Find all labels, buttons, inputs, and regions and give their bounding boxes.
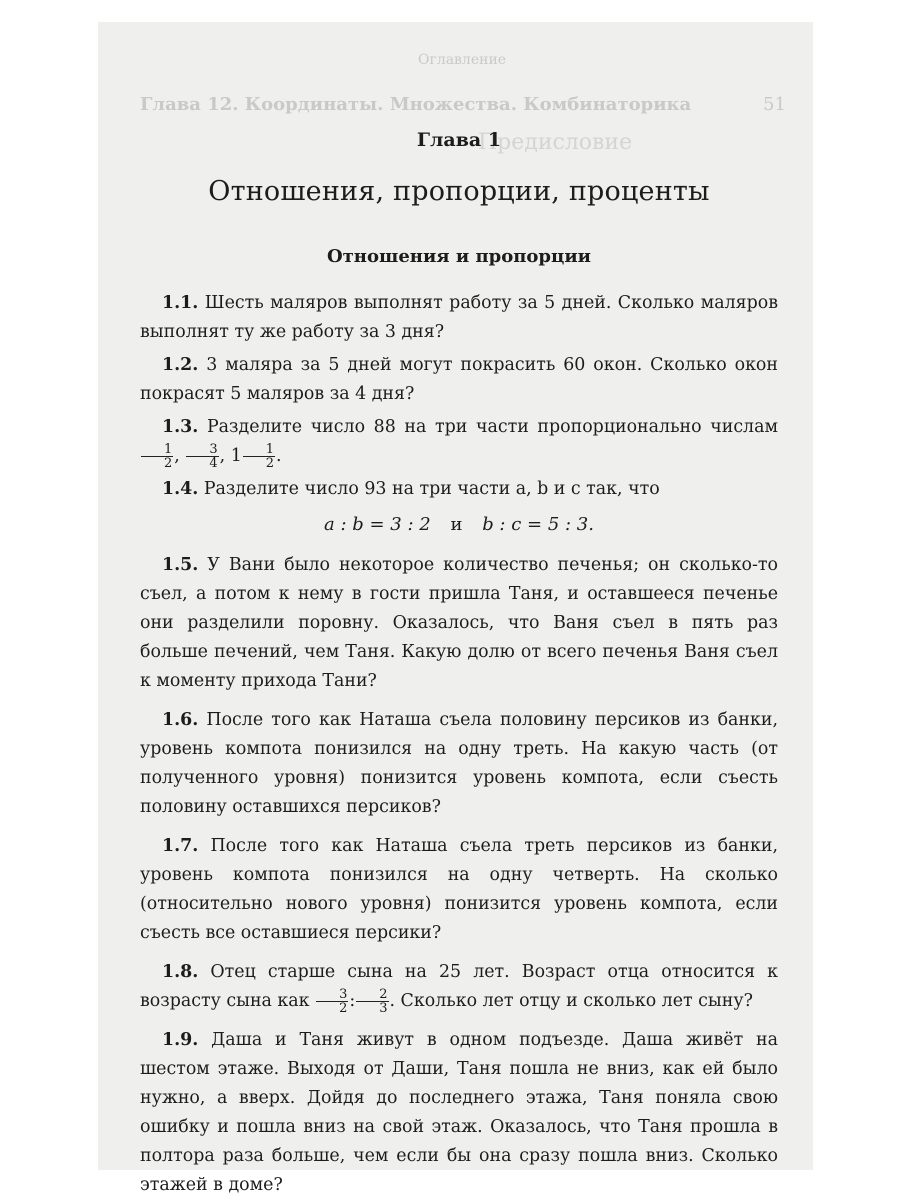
problem-number: 1.4. [162, 479, 199, 499]
ratio-formula [140, 510, 778, 539]
formula-left: a : b = 3 : 2 [324, 514, 431, 535]
problem-number: 1.5. [162, 555, 199, 575]
problem-text: Шесть маляров выполнят работу за 5 дней. Сколько маляров выполнят ту же работу за 3 дня? [140, 293, 778, 342]
fraction: $\frac{2}{3}$ [356, 988, 388, 1015]
problem-text: У Вани было некоторое количество печенья; он сколько-то съел, а потом к нему в гости пришла Таня, и оставшееся печенье они разделили поровну. Оказалось, что Ваня съел в пять раз больше печений, чем Таня. Какую долю от всего печенья Ваня съел к моменту прихода Тани? [140, 555, 778, 691]
problem-1-7 [140, 832, 778, 948]
problem-number: 1.6. [162, 710, 199, 730]
formula-right: b : c = 5 : 3. [482, 514, 594, 535]
problem-1-6 [140, 706, 778, 822]
formula-conj: и [450, 514, 463, 535]
fraction: $\frac{3}{2}$ [316, 988, 348, 1015]
problem-number: 1.3. [162, 417, 199, 437]
problem-text: Даша и Таня живут в одном подъезде. Даша живёт на шестом этаже. Выходя от Даши, Таня пошла не вниз, как ей было нужно, а вверх. Дойдя до последнего этажа, Таня поняла свою ошибку и пошла вниз на свой этаж. Оказалось, что Таня прошла в полтора раза больше, чем если бы она сразу пошла вниз. Сколько этажей в доме? [140, 1030, 779, 1195]
bleed-toc-page: 51 [763, 94, 786, 115]
problem-text: 3 маляра за 5 дней могут покрасить 60 окон. Сколько окон покрасят 5 маляров за 4 дня? [140, 355, 778, 404]
bleed-toc-line: Глава 12. Координаты. Множества. Комбинаторика [140, 94, 692, 115]
problem-number: 1.1. [162, 293, 199, 313]
chapter-label: Глава 1 [416, 129, 502, 151]
problem-1-8: 1.8. Отец старше сына на 25 лет. Возраст отца относится к возрасту сына как $\frac{3}{2}$ : $\frac{2}{3}$ . Сколько лет отцу и сколько лет сыну? [140, 962, 779, 1016]
fraction: $\frac{3}{4}$ [186, 443, 218, 470]
problem-1-5 [140, 551, 778, 696]
fraction: $\frac{1}{2}$ [141, 443, 173, 470]
chapter-title: Отношения, пропорции, проценты [208, 176, 710, 207]
book-page [98, 22, 813, 1195]
problem-1-2 [140, 351, 778, 409]
problem-1-1 [140, 289, 778, 347]
page-content [140, 127, 778, 1204]
section-title: Отношения и пропорции [326, 246, 592, 267]
problem-text: После того как Наташа съела треть персиков из банки, уровень компота понизился на одну четверть. На сколько (относительно нового уровня) понизится уровень компота, если съесть все оставшиеся персики? [140, 836, 778, 943]
problem-number: 1.7. [162, 836, 199, 856]
bleed-preface: Предисловие [478, 130, 633, 155]
problem-text: После того как Наташа съела половину персиков из банки, уровень компота понизился на одну треть. На какую часть (от полученного уровня) понизится уровень компота, если съесть половину оставшихся персиков? [140, 710, 779, 817]
problem-text: Разделите число 88 на три части пропорционально числам [206, 417, 778, 437]
bleed-header: Оглавление [418, 52, 507, 68]
problem-text: Отец старше сына на 25 лет. Возраст отца относится к возрасту сына как [140, 962, 779, 1011]
problem-1-3: 1.3. Разделите число 88 на три части пропорционально числам $\frac{1}{2}$ , $\frac{3}{4}$ , 1 $\frac{1}{2}$ . [140, 413, 778, 471]
problem-number: 1.9. [162, 1030, 199, 1050]
mixed-whole: 1 [230, 446, 242, 466]
problem-text: Разделите число 93 на три части a, b и c так, что [203, 479, 660, 499]
problem-1-4 [140, 475, 778, 504]
problem-number: 1.8. [162, 962, 199, 982]
problem-number: 1.2. [162, 355, 199, 375]
problem-1-9 [140, 1026, 778, 1200]
fraction: $\frac{1}{2}$ [243, 443, 275, 470]
